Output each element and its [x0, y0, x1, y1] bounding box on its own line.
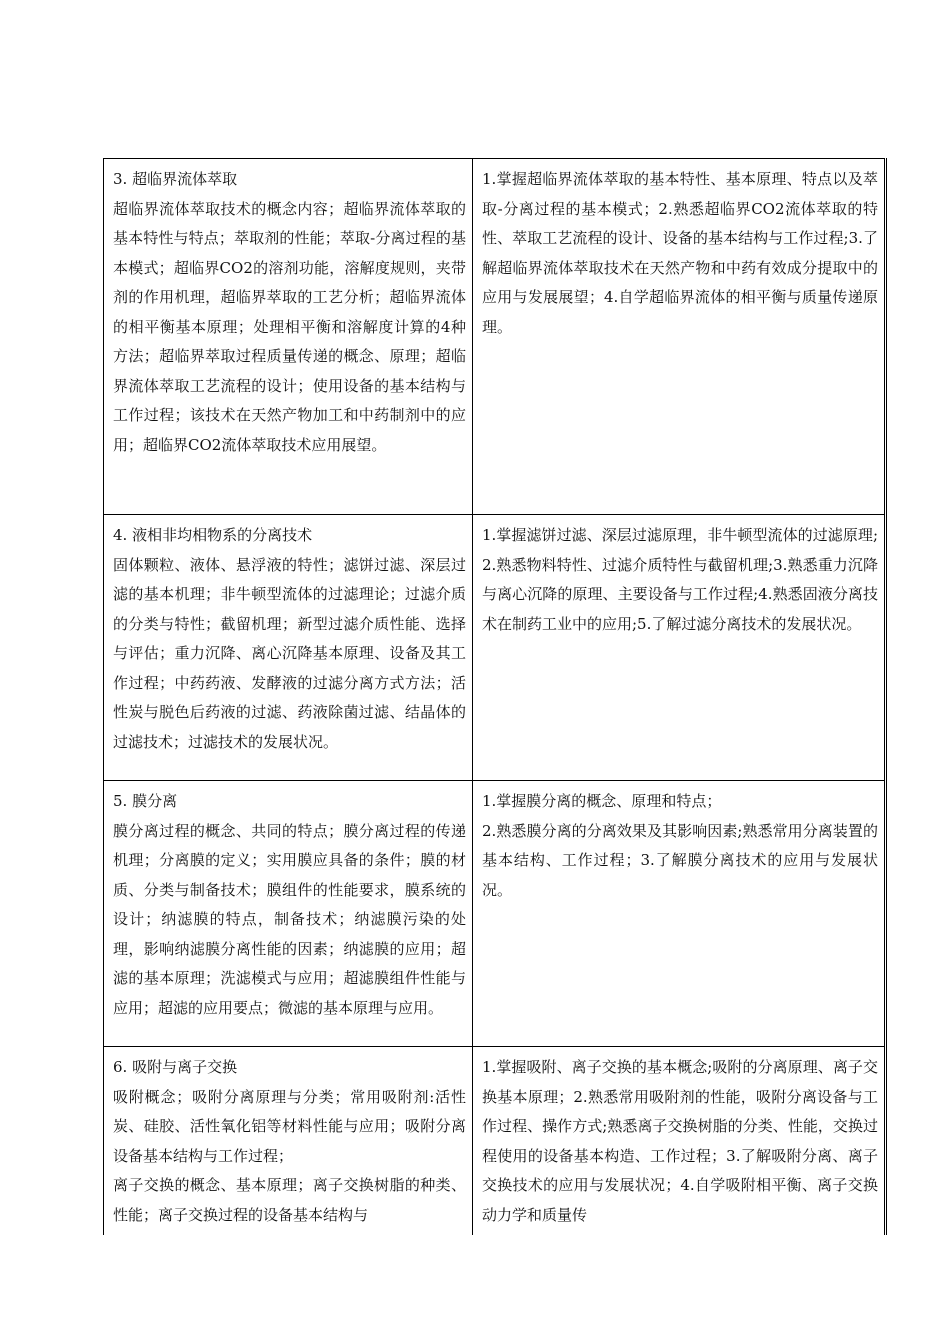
- table-row: [104, 515, 886, 781]
- table-row: [104, 1047, 886, 1236]
- table-row: [104, 781, 886, 1047]
- table-row: [104, 159, 886, 515]
- section-content: 超临界流体萃取技术的概念内容；超临界流体萃取的基本特性与特点；萃取剂的性能；萃取-分离过程的基本模式；超临界CO2的溶剂功能，溶解度规则，夹带剂的作用机理，超临界萃取的工艺分析；超临界流体的相平衡基本原理；处理相平衡和溶解度计算的4种方法；超临界萃取过程质量传递的概念、原理；超临界流体萃取工艺流程的设计；使用设备的基本结构与工作过程；该技术在天然产物加工和中药制剂中的应用；超临界CO2流体萃取技术应用展望。: [113, 199, 466, 454]
- content-cell: [104, 515, 473, 781]
- section-title: 3. 超临界流体萃取: [113, 170, 238, 188]
- content-cell: [104, 781, 473, 1047]
- objectives-cell: [473, 159, 886, 515]
- section-content: 固体颗粒、液体、悬浮液的特性；滤饼过滤、深层过滤的基本机理；非牛顿型流体的过滤理论；过滤介质的分类与特性；截留机理；新型过滤介质性能、选择与评估；重力沉降、离心沉降基本原理、设备及其工作过程；中药药液、发酵液的过滤分离方式方法；活性炭与脱色后药液的过滤、药液除菌过滤、结晶体的过滤技术；过滤技术的发展状况。: [113, 555, 466, 751]
- learning-objectives: 1.掌握超临界流体萃取的基本特性、基本原理、特点以及萃取-分离过程的基本模式；2.熟悉超临界CO2流体萃取的特性、萃取工艺流程的设计、设备的基本结构与工作过程;3.了解超临界流体萃取技术在天然产物和中药有效成分提取中的应用与发展展望；4.自学超临界流体的相平衡与质量传递原理。: [482, 170, 878, 336]
- content-cell: [104, 159, 473, 515]
- section-content: 膜分离过程的概念、共同的特点；膜分离过程的传递机理；分离膜的定义；实用膜应具备的条件；膜的材质、分类与制备技术；膜组件的性能要求，膜系统的设计；纳滤膜的特点，制备技术；纳滤膜污染的处理，影响纳滤膜分离性能的因素；纳滤膜的应用；超滤的基本原理；洗滤模式与应用；超滤膜组件性能与应用；超滤的应用要点；微滤的基本原理与应用。: [113, 821, 466, 1017]
- content-cell: [104, 1047, 473, 1236]
- objectives-cell: [473, 1047, 886, 1236]
- section-title: 5. 膜分离: [113, 792, 178, 810]
- section-title: 4. 液相非均相物系的分离技术: [113, 526, 313, 544]
- course-content-table: [103, 158, 887, 1235]
- objectives-cell: [473, 781, 886, 1047]
- section-content-line: 离子交换的概念、基本原理；离子交换树脂的种类、性能；离子交换过程的设备基本结构与: [113, 1176, 466, 1224]
- section-title: 6. 吸附与离子交换: [113, 1058, 238, 1076]
- learning-objectives: 1.掌握吸附、离子交换的基本概念;吸附的分离原理、离子交换基本原理；2.熟悉常用吸附剂的性能，吸附分离设备与工作过程、操作方式;熟悉离子交换树脂的分类、性能，交换过程使用的设备基本构造、工作过程；3.了解吸附分离、离子交换技术的应用与发展状况；4.自学吸附相平衡、离子交换动力学和质量传: [482, 1058, 878, 1224]
- learning-objective-line: 2.熟悉膜分离的分离效果及其影响因素;熟悉常用分离装置的基本结构、工作过程；3.了解膜分离技术的应用与发展状况。: [482, 821, 878, 899]
- section-content-line: 吸附概念；吸附分离原理与分类；常用吸附剂:活性炭、硅胶、活性氧化铝等材料性能与应用；吸附分离设备基本结构与工作过程；: [113, 1087, 466, 1165]
- learning-objective-line: 1.掌握膜分离的概念、原理和特点；: [482, 792, 722, 810]
- learning-objectives: 1.掌握滤饼过滤、深层过滤原理，非牛顿型流体的过滤原理;2.熟悉物料特性、过滤介质特性与截留机理;3.熟悉重力沉降与离心沉降的原理、主要设备与工作过程;4.熟悉固液分离技术在制药工业中的应用;5.了解过滤分离技术的发展状况。: [482, 526, 878, 633]
- objectives-cell: [473, 515, 886, 781]
